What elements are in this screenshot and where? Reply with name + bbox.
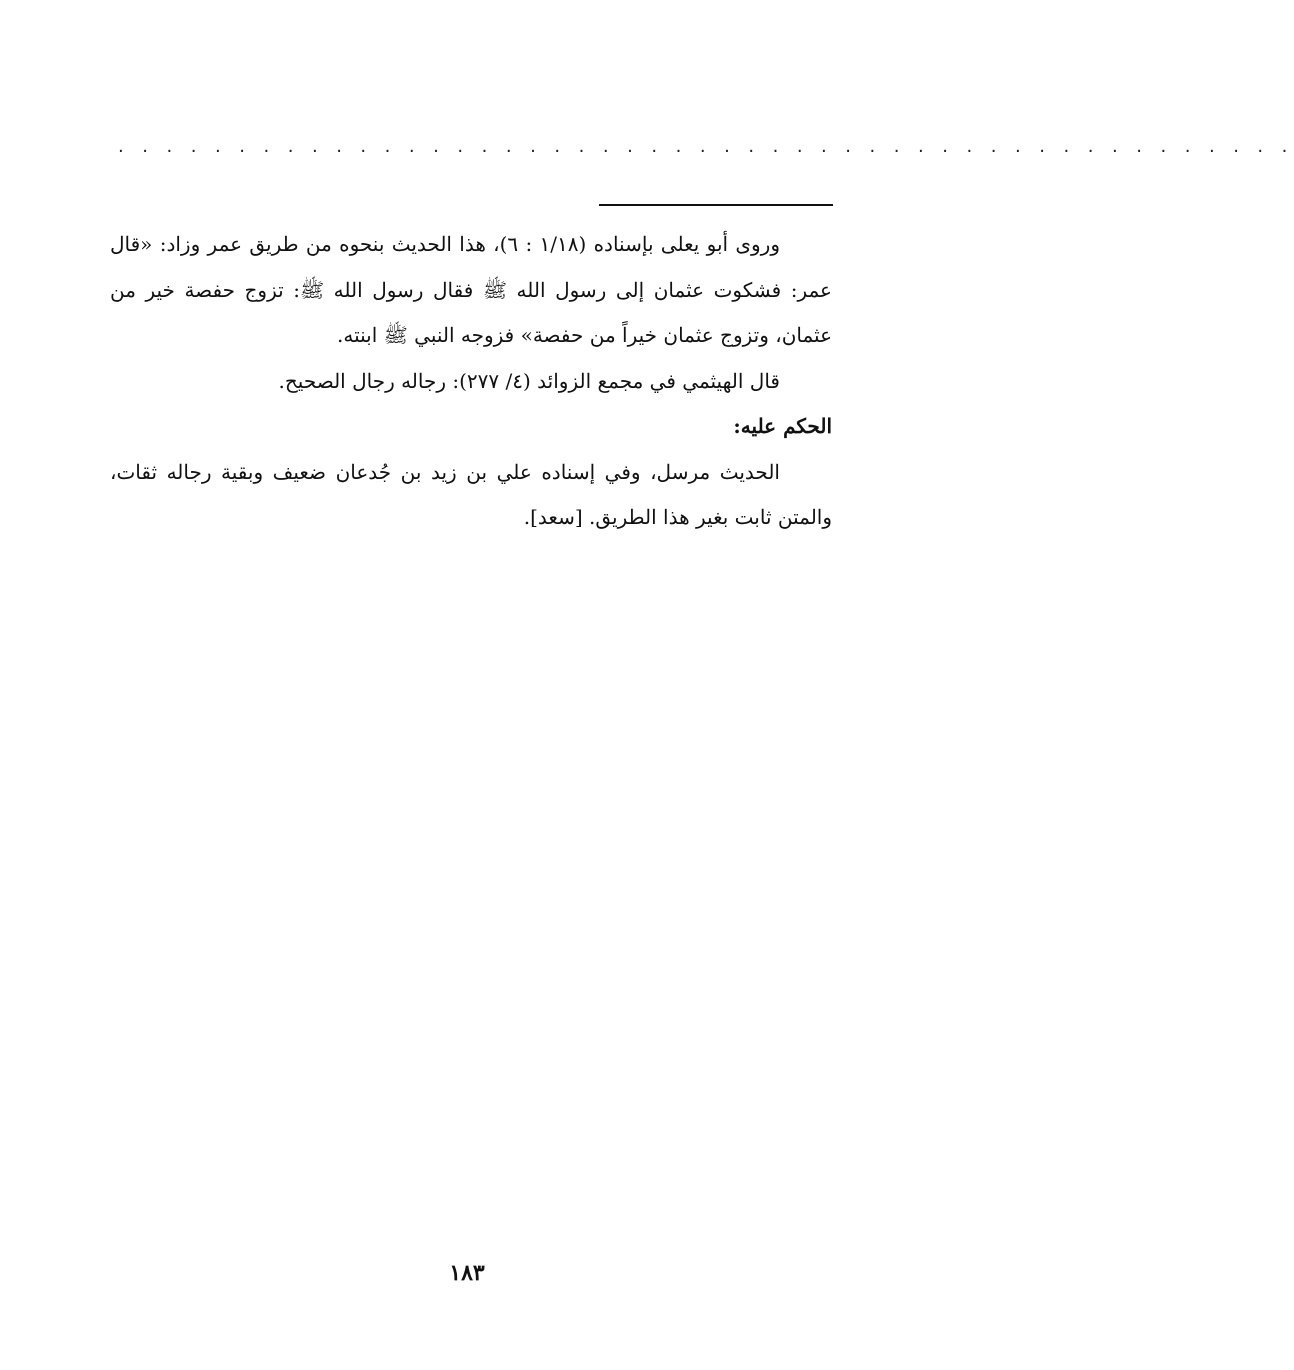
body-text [110, 222, 832, 541]
paragraph-abu-yala: وروى أبو يعلى بإسناده (١/١٨ : ٦)، هذا الحديث بنحوه من طريق عمر وزاد: «قال عمر: فشكوت عثمان إلى رسول الله ﷺ فقال رسول الله ﷺ: تزوج حفصة خير من عثمان، وتزوج عثمان خيراً من حفصة» فزوجه النبي ﷺ ابنته. [110, 232, 832, 347]
paragraph-ruling: الحديث مرسل، وفي إسناده علي بن زيد بن جُدعان ضعيف وبقية رجاله ثقات، والمتن ثابت بغير هذا الطريق. [سعد]. [110, 459, 832, 529]
ruling-heading: الحكم عليه: [733, 414, 832, 438]
footnote-rule [599, 204, 833, 206]
paragraph-haythami: قال الهيثمي في مجمع الزوائد (٤/ ٢٧٧): رجاله رجال الصحيح. [278, 368, 780, 393]
dotted-separator: . . . . . . . . . . . . . . . . . . . . . . . . . . . . . . . . . . . . . . . . . . . . . . . . . [118, 136, 1294, 157]
page-number: ١٨٣ [449, 1260, 485, 1286]
